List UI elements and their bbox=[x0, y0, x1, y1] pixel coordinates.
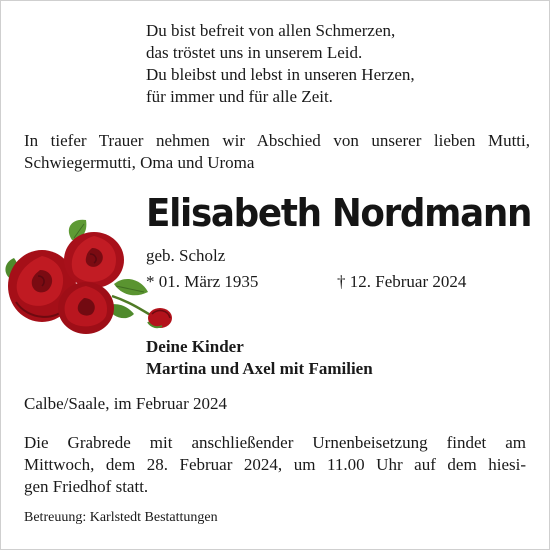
rose-icon bbox=[64, 232, 124, 288]
poem-line: Du bist befreit von allen Schmerzen, bbox=[146, 21, 396, 40]
funeral-home-credit: Betreuung: Karlstedt Bestattungen bbox=[24, 510, 218, 525]
service-line: Mittwoch, dem 28. Februar 2024, um 11.00 Uhr auf dem hiesi- bbox=[24, 455, 526, 474]
intro-text bbox=[24, 130, 530, 174]
service-line: Die Grabrede mit anschließender Urnenbeisetzung findet am bbox=[24, 433, 526, 452]
mourners bbox=[146, 336, 373, 380]
place-date: Calbe/Saale, im Februar 2024 bbox=[24, 394, 228, 413]
mourners-line: Martina und Axel mit Familien bbox=[146, 359, 373, 378]
poem-line: für immer und für alle Zeit. bbox=[146, 87, 333, 106]
birth-name: geb. Scholz bbox=[146, 246, 226, 265]
intro-line: In tiefer Trauer nehmen wir Abschied von unserer lieben Mutti, bbox=[24, 131, 530, 150]
birth-date: * 01. März 1935 bbox=[146, 272, 259, 291]
mourners-line: Deine Kinder bbox=[146, 337, 244, 356]
poem-line: Du bleibst und lebst in unseren Herzen, bbox=[146, 65, 415, 84]
death-date: † 12. Februar 2024 bbox=[337, 272, 467, 291]
service-notice bbox=[24, 432, 526, 498]
poem-line: das tröstet uns in unserem Leid. bbox=[146, 43, 363, 62]
intro-line: Schwiegermutti, Oma und Uroma bbox=[24, 153, 255, 172]
poem bbox=[146, 20, 415, 108]
rose-icon bbox=[58, 282, 114, 334]
service-line: gen Friedhof statt. bbox=[24, 477, 149, 496]
deceased-name: Elisabeth Nordmann bbox=[146, 191, 532, 235]
rosebud-icon bbox=[148, 308, 172, 328]
